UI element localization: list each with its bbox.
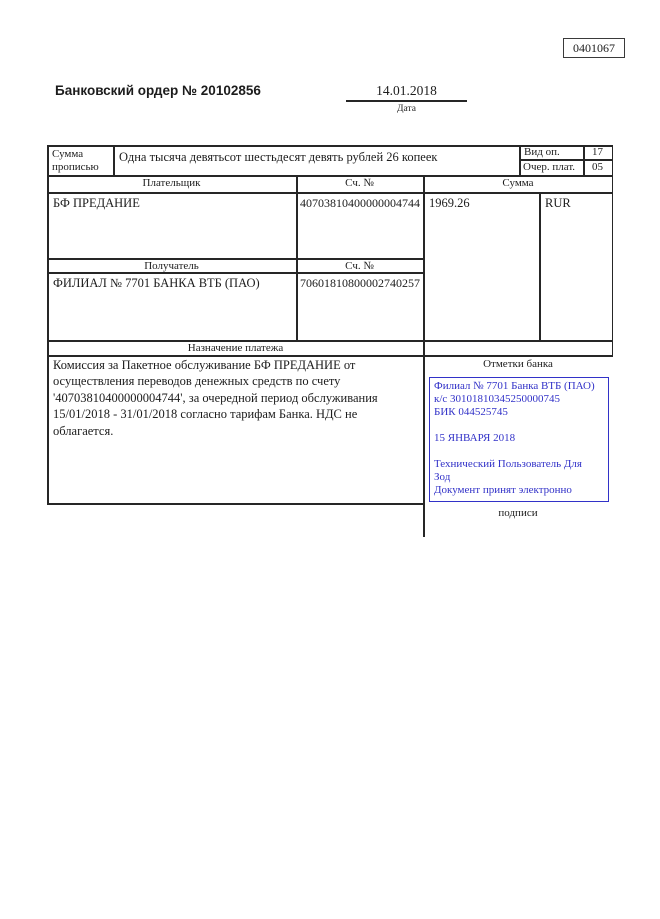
recipient-label: Получатель (144, 260, 199, 272)
op-type-label: Вид оп. (524, 146, 560, 158)
recipient-account: 70601810800002740257 (300, 276, 420, 290)
recipient-name: ФИЛИАЛ № 7701 БАНКА ВТБ (ПАО) (53, 276, 260, 290)
signatures-label: подписи (498, 507, 538, 519)
account-amount-divider (423, 175, 425, 537)
priority-label: Очер. плат. (523, 161, 576, 173)
amount-words-label: Сумма прописью (52, 148, 99, 173)
op-type-value: 17 (592, 146, 603, 158)
document-title: Банковский ордер № 20102856 (55, 83, 261, 98)
priority-value: 05 (592, 161, 603, 173)
form-code-box (563, 38, 625, 58)
bank-marks-label: Отметки банка (483, 358, 553, 370)
payer-account-label: Сч. № (345, 177, 374, 189)
date-underline (346, 100, 467, 102)
amount-words-label-divider (113, 145, 115, 175)
date-value: 14.01.2018 (376, 83, 437, 98)
table-border-left (47, 145, 49, 504)
payer-account: 40703810400000004744 (300, 196, 420, 210)
purpose-cell-bottom-border (47, 503, 424, 505)
name-account-divider (296, 175, 298, 340)
amount-label: Сумма (502, 177, 534, 189)
amount-currency-divider (539, 192, 541, 340)
payment-order-table (47, 145, 613, 537)
payer-name: БФ ПРЕДАНИЕ (53, 196, 140, 210)
header-row-bottom-border (47, 192, 613, 194)
op-col-divider (519, 145, 521, 175)
recipient-header-bottom-border (47, 272, 424, 274)
date-label: Дата (397, 104, 416, 114)
form-code: 0401067 (573, 40, 615, 55)
amount-in-words: Одна тысяча девятьсот шестьдесят девять рублей 26 копеек (119, 150, 438, 164)
recipient-account-label: Сч. № (345, 260, 374, 272)
payer-label: Плательщик (142, 177, 201, 189)
purpose-text: Комиссия за Пакетное обслуживание БФ ПРЕДАНИЕ от осуществления переводов денежных средств по счету '40703810400000004744', за очередной период обслуживания 15/01/2018 - 31/01/2018 согласно тарифам Банка. НДС не облагается. (53, 358, 378, 438)
bank-stamp: Филиал № 7701 Банка ВТБ (ПАО) к/с 30101810345250000745 БИК 044525745 15 ЯНВАРЯ 2018 Технический Пользователь Для Зод Документ принят электронно (429, 377, 609, 502)
amount-value: 1969.26 (429, 196, 470, 210)
currency-code: RUR (545, 196, 571, 210)
purpose-label: Назначение платежа (187, 342, 284, 354)
